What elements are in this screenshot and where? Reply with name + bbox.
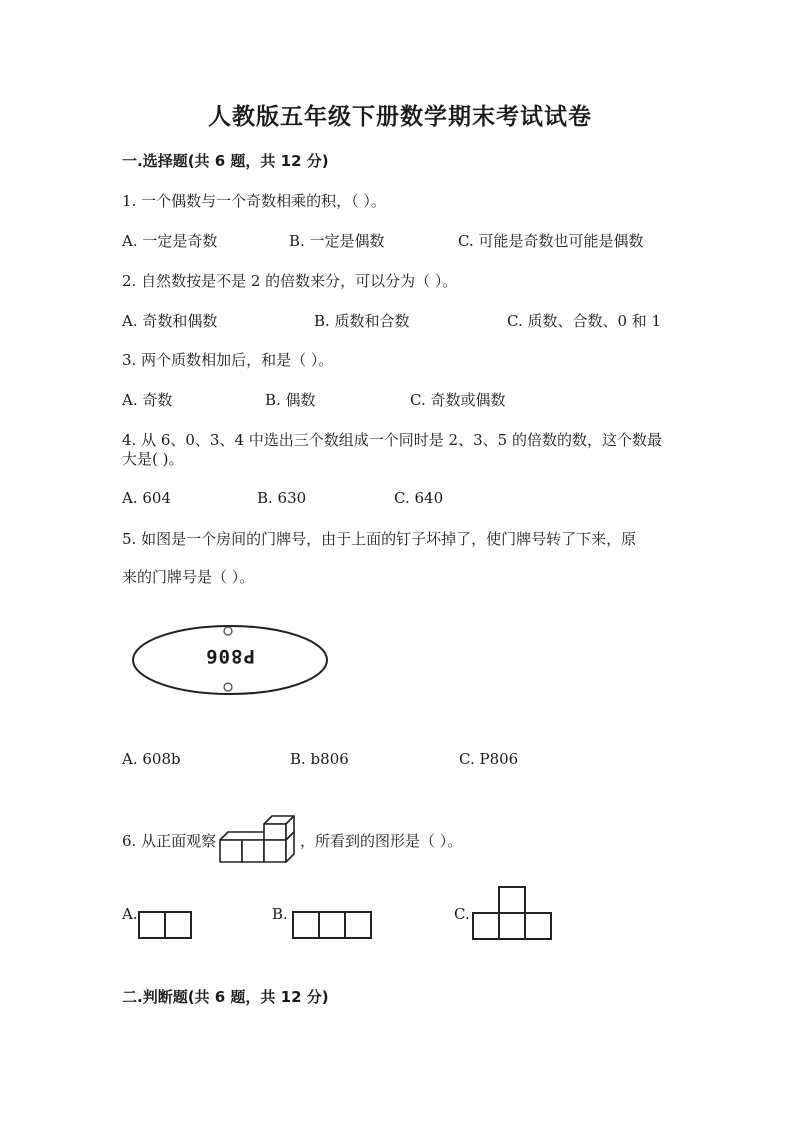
question-4-stem-line2: 大是( )。 <box>122 450 184 468</box>
question-4-option-a: A. 604 <box>122 489 171 507</box>
door-plate-number-text: P806 <box>205 645 255 667</box>
question-6-stem-after: ，所看到的图形是（ ）。 <box>300 832 463 850</box>
question-1-option-a: A. 一定是奇数 <box>122 232 218 250</box>
section-heading-judgement: 二.判断题(共 6 题，共 12 分) <box>122 988 329 1006</box>
question-5-option-a: A. 608b <box>122 750 181 768</box>
question-2-stem: 2. 自然数按是不是 2 的倍数来分，可以分为（ ）。 <box>122 272 458 290</box>
question-4-option-b: B. 630 <box>257 489 307 507</box>
question-1-option-b: B. 一定是偶数 <box>289 232 385 250</box>
door-plate-number <box>190 645 270 667</box>
question-5-option-c: C. P806 <box>459 750 519 768</box>
question-3-option-a: A. 奇数 <box>122 391 173 409</box>
question-3-option-b: B. 偶数 <box>265 391 316 409</box>
question-2-option-a: A. 奇数和偶数 <box>122 312 218 330</box>
question-5-stem-line1: 5. 如图是一个房间的门牌号，由于上面的钉子坏掉了，使门牌号转了下来，原 <box>122 530 637 548</box>
question-4-stem-line1: 4. 从 6、0、3、4 中选出三个数组成一个同时是 2、3、5 的倍数的数，这个数最 <box>122 431 662 449</box>
question-5-option-b: B. b806 <box>290 750 349 768</box>
question-3-stem: 3. 两个质数相加后，和是（ ）。 <box>122 351 334 369</box>
question-3-option-c: C. 奇数或偶数 <box>410 391 506 409</box>
section-heading-choice: 一.选择题(共 6 题，共 12 分) <box>122 152 329 170</box>
question-6-option-c: C. <box>454 905 470 923</box>
option-a-view-figure <box>138 911 194 941</box>
question-6-stem-before: 6. 从正面观察 <box>122 832 217 850</box>
question-2-option-b: B. 质数和合数 <box>314 312 410 330</box>
question-6-option-a: A. <box>122 905 138 923</box>
page-title: 人教版五年级下册数学期末考试试卷 <box>208 103 592 130</box>
cube-solid-figure <box>218 822 298 864</box>
question-1-stem: 1. 一个偶数与一个奇数相乘的积，（ ）。 <box>122 192 386 210</box>
option-b-view-figure <box>292 911 374 941</box>
question-6-option-b: B. <box>272 905 288 923</box>
question-4-option-c: C. 640 <box>394 489 444 507</box>
option-c-view-figure <box>472 886 554 942</box>
question-5-stem-line2: 来的门牌号是（ ）。 <box>122 568 255 586</box>
question-1-option-c: C. 可能是奇数也可能是偶数 <box>458 232 644 250</box>
bottom-nail-hole <box>224 683 232 691</box>
top-nail-hole <box>224 627 232 635</box>
question-2-option-c: C. 质数、合数、0 和 1 <box>507 312 662 330</box>
